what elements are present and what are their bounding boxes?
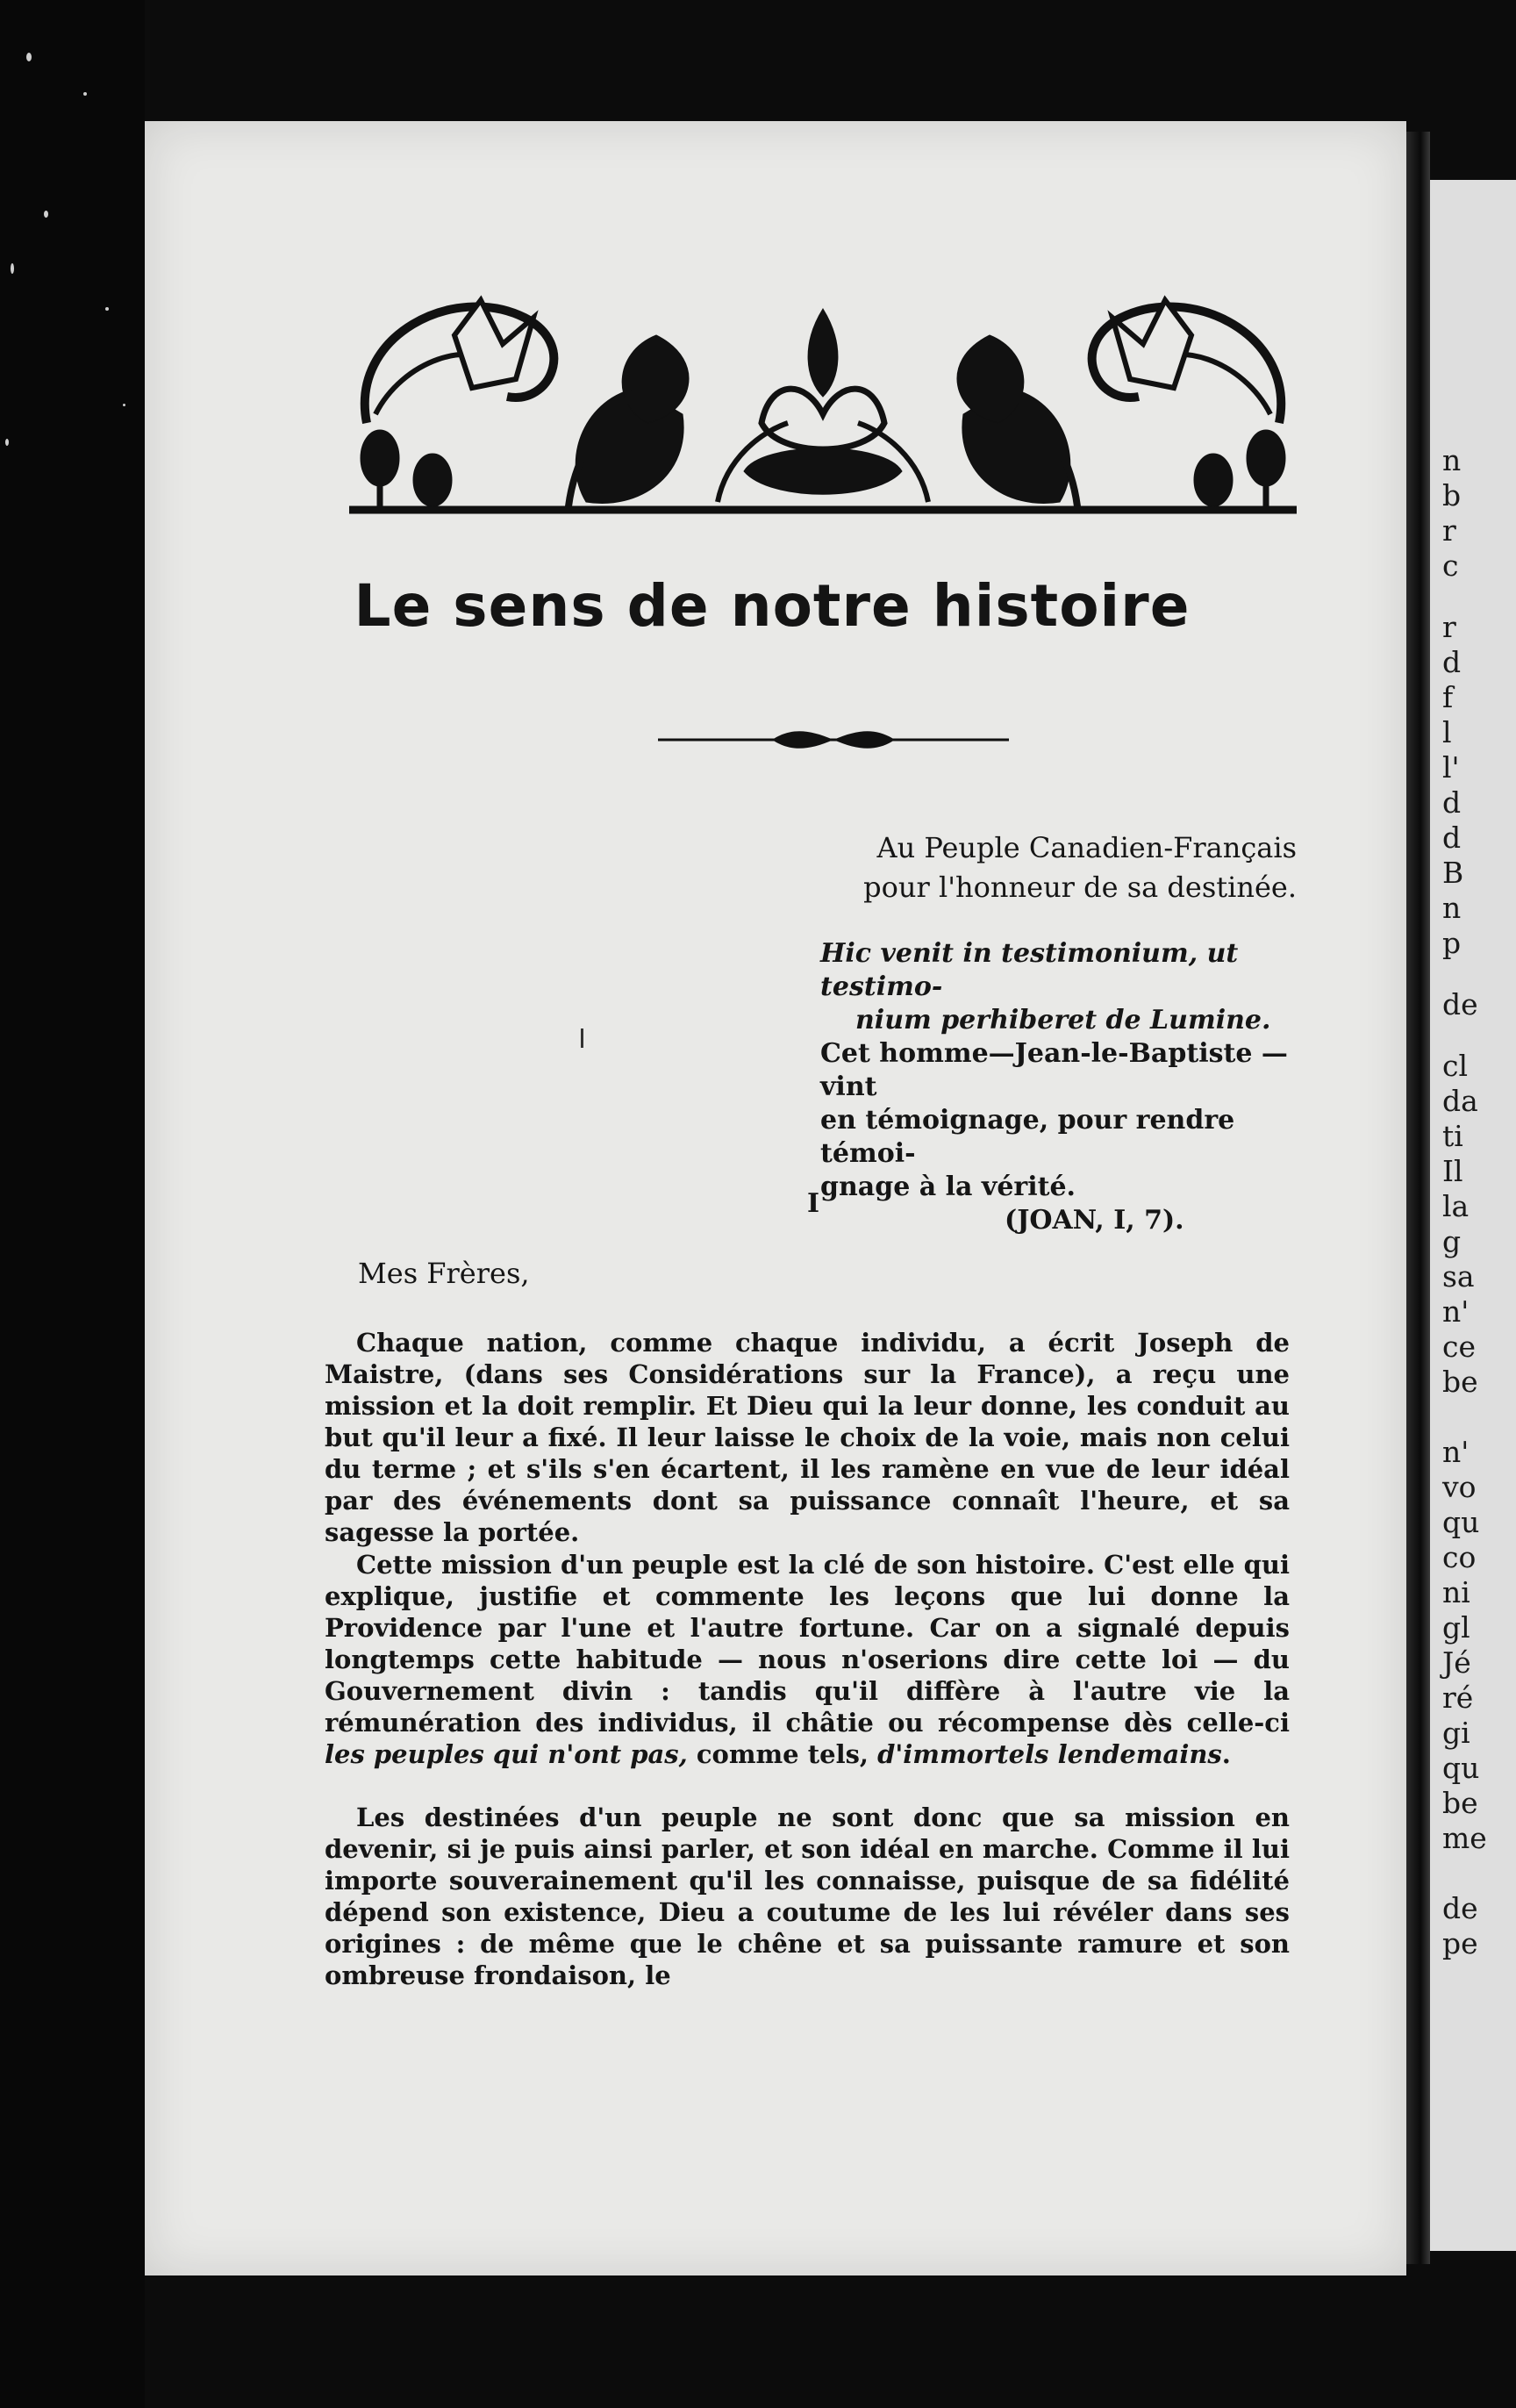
film-speck	[105, 307, 109, 311]
paragraph-1: Chaque nation, comme chaque individu, a écrit Joseph de Maistre, (dans ses Considérations sur la France), a reçu une mission et la doit remplir. Et Dieu qui la leur donne, les conduit au but qu'il leur a fixé. Il leur laisse le choix de la voie, mais non celui du terme ; et s'ils s'en écartent, il les ramène en vue de leur idéal par des événements dont sa puissance connaît l'heure, et sa sagesse la portée.	[325, 1328, 1290, 1547]
next-page-fragment: qu	[1442, 1505, 1480, 1539]
epigraph-latin-line-2: nium perhiberet de Lumine.	[855, 1005, 1271, 1036]
paragraph-2-end: .	[1221, 1739, 1231, 1769]
next-page-fragment: c	[1442, 548, 1459, 583]
next-page-fragment: b	[1442, 478, 1462, 512]
next-page-fragment: da	[1442, 1084, 1478, 1118]
next-page-fragment: d	[1442, 785, 1462, 820]
page-title: Le sens de notre histoire	[354, 572, 1191, 640]
next-page-fragment: gl	[1442, 1610, 1470, 1645]
print-mark	[581, 1028, 583, 1048]
epigraph-french-line-2: en témoignage, pour rendre témoi-	[820, 1105, 1235, 1169]
next-page-fragment: gi	[1442, 1716, 1470, 1750]
next-page-fragment: pe	[1442, 1926, 1478, 1960]
next-page-fragment: n'	[1442, 1435, 1470, 1469]
next-page-fragment: vo	[1442, 1470, 1477, 1504]
next-page-fragment: ré	[1442, 1681, 1474, 1715]
next-page-fragment: be	[1442, 1786, 1478, 1820]
epigraph-french-line-1: Cet homme—Jean-le-Baptiste — vint	[820, 1038, 1288, 1102]
paragraph-2-italic-2: d'immortels lendemains	[877, 1739, 1222, 1769]
next-page-fragment: Il	[1442, 1154, 1463, 1188]
next-page-fragment: ti	[1442, 1119, 1463, 1153]
next-page-fragment: la	[1442, 1189, 1470, 1223]
next-page-fragment: n'	[1442, 1294, 1470, 1329]
next-page-fragment: r	[1442, 513, 1456, 548]
next-page-fragment: d	[1442, 821, 1462, 855]
next-page-fragment: cl	[1442, 1049, 1469, 1083]
next-page-fragment: qu	[1442, 1751, 1480, 1785]
next-page-fragment: r	[1442, 610, 1456, 644]
next-page-fragment: l'	[1442, 750, 1460, 785]
next-page-fragment: Jé	[1442, 1645, 1471, 1680]
title-divider-ornament	[658, 727, 1009, 753]
paragraph-2	[325, 1549, 1290, 1770]
dedication-line-1: Au Peuple Canadien-Français	[876, 831, 1297, 864]
epigraph	[820, 937, 1294, 1237]
section-number: I	[807, 1188, 820, 1219]
floral-headpiece-ornament	[349, 283, 1297, 528]
next-page-edge	[1430, 180, 1516, 2251]
next-page-fragment: n	[1442, 891, 1462, 925]
next-page-fragment: ce	[1442, 1329, 1477, 1364]
next-page-fragment: de	[1442, 987, 1478, 1021]
next-page-fragment: co	[1442, 1540, 1477, 1574]
next-page-fragment: sa	[1442, 1259, 1475, 1294]
film-speck	[11, 263, 14, 274]
next-page-fragment: n	[1442, 443, 1462, 477]
film-speck	[123, 404, 125, 406]
paragraph-3: Les destinées d'un peuple ne sont donc que sa mission en devenir, si je puis ainsi parler, et son idéal en marche. Comme il lui importe souverainement qu'il les connaisse, puisque de sa fidélité dépend son existence, Dieu a coutume de les lui révéler dans ses origines : de même que le chêne et sa puissante ramure et son ombreuse frondaison, le	[325, 1802, 1290, 1990]
film-speck	[5, 439, 9, 446]
next-page-fragment: me	[1442, 1821, 1487, 1855]
film-speck	[26, 53, 32, 61]
next-page-fragment: g	[1442, 1224, 1462, 1258]
paragraph-2-text: Cette mission d'un peuple est la clé de son histoire. C'est elle qui explique, justifie et commente les leçons que lui donne la Providence par l'une et l'autre fortune. Car on a signalé depuis longtemps cette habitude — nous n'oserions dire cette loi — du Gouvernement divin : tandis qu'il diffère à l'autre vie la rémunération des individus, il châtie ou récompense dès celle-ci	[325, 1550, 1290, 1738]
next-page-fragment: l	[1442, 715, 1452, 749]
film-border-left	[0, 0, 145, 2408]
next-page-fragment: f	[1442, 680, 1454, 714]
epigraph-latin-line-1: Hic venit in testimonium, ut testimo-	[820, 938, 1239, 1002]
paragraph-2-mid: comme tels,	[687, 1739, 878, 1769]
film-speck	[44, 211, 48, 218]
next-page-fragment: d	[1442, 645, 1462, 679]
paragraph-2-italic-1: les peuples qui n'ont pas,	[325, 1739, 688, 1769]
epigraph-french-line-3: gnage à la vérité.	[820, 1172, 1076, 1202]
next-page-fragment: de	[1442, 1891, 1478, 1925]
next-page-fragment: ni	[1442, 1575, 1470, 1609]
film-speck	[83, 92, 87, 96]
next-page-fragment: p	[1442, 926, 1462, 960]
page-gutter	[1406, 132, 1430, 2264]
dedication-line-2: pour l'honneur de sa destinée.	[863, 871, 1297, 904]
salutation: Mes Frères,	[358, 1257, 530, 1290]
next-page-fragment: B	[1442, 856, 1464, 890]
next-page-fragment: be	[1442, 1365, 1478, 1399]
epigraph-reference: (JOAN, I, 7).	[1005, 1205, 1184, 1236]
